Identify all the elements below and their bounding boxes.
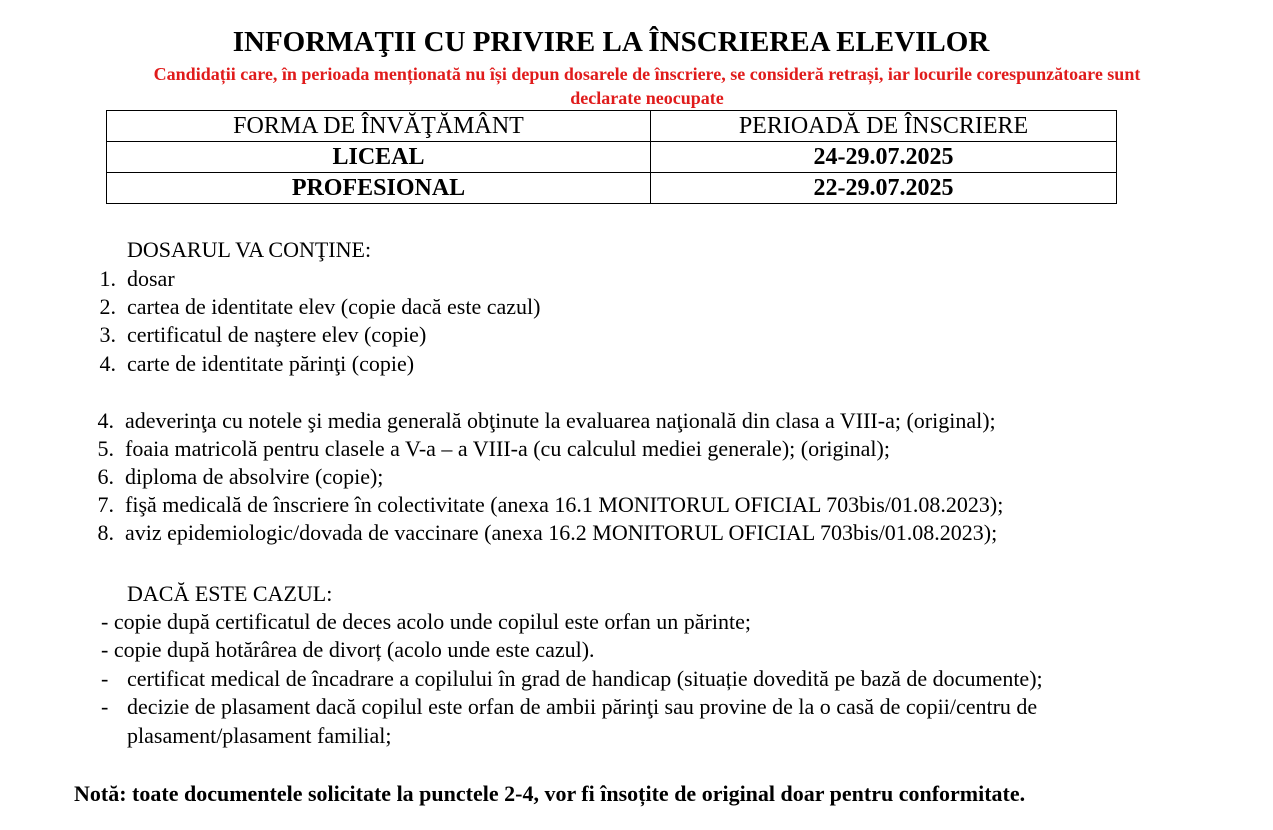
list-item-number: 1. bbox=[99, 266, 116, 291]
warning-text: Candidații care, în perioada menționată nu își depun dosarele de înscriere, se consideră retrași, iar locurile corespunzătoare sunt declarate neocupate bbox=[153, 64, 1141, 108]
list-item-number: 5. bbox=[97, 436, 114, 461]
dossier-heading: DOSARUL VA CONŢINE: bbox=[127, 237, 372, 262]
row-period-liceal: 24-29.07.2025 bbox=[651, 142, 1117, 173]
list-item: diploma de absolvire (copie); bbox=[125, 464, 384, 489]
list-item-number: 7. bbox=[97, 492, 114, 517]
list-item: aviz epidemiologic/dovada de vaccinare (anexa 16.2 MONITORUL OFICIAL 703bis/01.08.2023); bbox=[125, 520, 998, 545]
header-form: FORMA DE ÎNVĂŢĂMÂNT bbox=[107, 111, 651, 142]
page-title: INFORMAŢII CU PRIVIRE LA ÎNSCRIEREA ELEVILOR bbox=[232, 26, 990, 58]
list-item: carte de identitate părinţi (copie) bbox=[127, 351, 415, 376]
list-item: decizie de plasament dacă copilul este orfan de ambii părinţi sau provine de la o casă de copii/centru de bbox=[127, 694, 1038, 719]
row-period-profesional: 22-29.07.2025 bbox=[651, 173, 1117, 204]
if-applicable-heading: DACĂ ESTE CAZUL: bbox=[127, 581, 333, 606]
list-item: - copie după certificatul de deces acolo unde copilul este orfan un părinte; bbox=[101, 609, 751, 634]
row-form-profesional: PROFESIONAL bbox=[107, 173, 651, 204]
list-item: foaia matricolă pentru clasele a V-a – a VIII-a (cu calculul mediei generale); (original); bbox=[125, 436, 890, 461]
list-item: adeverinţa cu notele şi media generală obţinute la evaluarea naţională din clasa a VIII-a; (original); bbox=[125, 408, 996, 433]
list-item-continuation: plasament/plasament familial; bbox=[127, 723, 392, 748]
enrollment-periods-table bbox=[106, 110, 1117, 204]
list-item: certificatul de naştere elev (copie) bbox=[127, 322, 427, 347]
list-item-number: 2. bbox=[99, 294, 116, 319]
list-item-number: 8. bbox=[97, 520, 114, 545]
list-item-number: 6. bbox=[97, 464, 114, 489]
list-item-marker: - bbox=[101, 694, 109, 719]
table-row bbox=[107, 173, 1117, 204]
list-item: certificat medical de încadrare a copilului în grad de handicap (situație dovedită pe bază de documente); bbox=[127, 666, 1043, 691]
note-text: Notă: toate documentele solicitate la punctele 2-4, vor fi însoțite de original doar pentru conformitate. bbox=[74, 781, 1026, 806]
list-item-number: 4. bbox=[99, 351, 116, 376]
list-item-marker: - bbox=[101, 666, 109, 691]
list-item-number: 4. bbox=[97, 408, 114, 433]
list-item-number: 3. bbox=[99, 322, 116, 347]
table-row bbox=[107, 142, 1117, 173]
list-item: cartea de identitate elev (copie dacă este cazul) bbox=[127, 294, 541, 319]
header-period: PERIOADĂ DE ÎNSCRIERE bbox=[651, 111, 1117, 142]
list-item: fişă medicală de înscriere în colectivitate (anexa 16.1 MONITORUL OFICIAL 703bis/01.08.2023); bbox=[125, 492, 1004, 517]
list-item: - copie după hotărârea de divorț (acolo unde este cazul). bbox=[101, 637, 595, 662]
row-form-liceal: LICEAL bbox=[107, 142, 651, 173]
list-item: dosar bbox=[127, 266, 175, 291]
table-header-row bbox=[107, 111, 1117, 142]
